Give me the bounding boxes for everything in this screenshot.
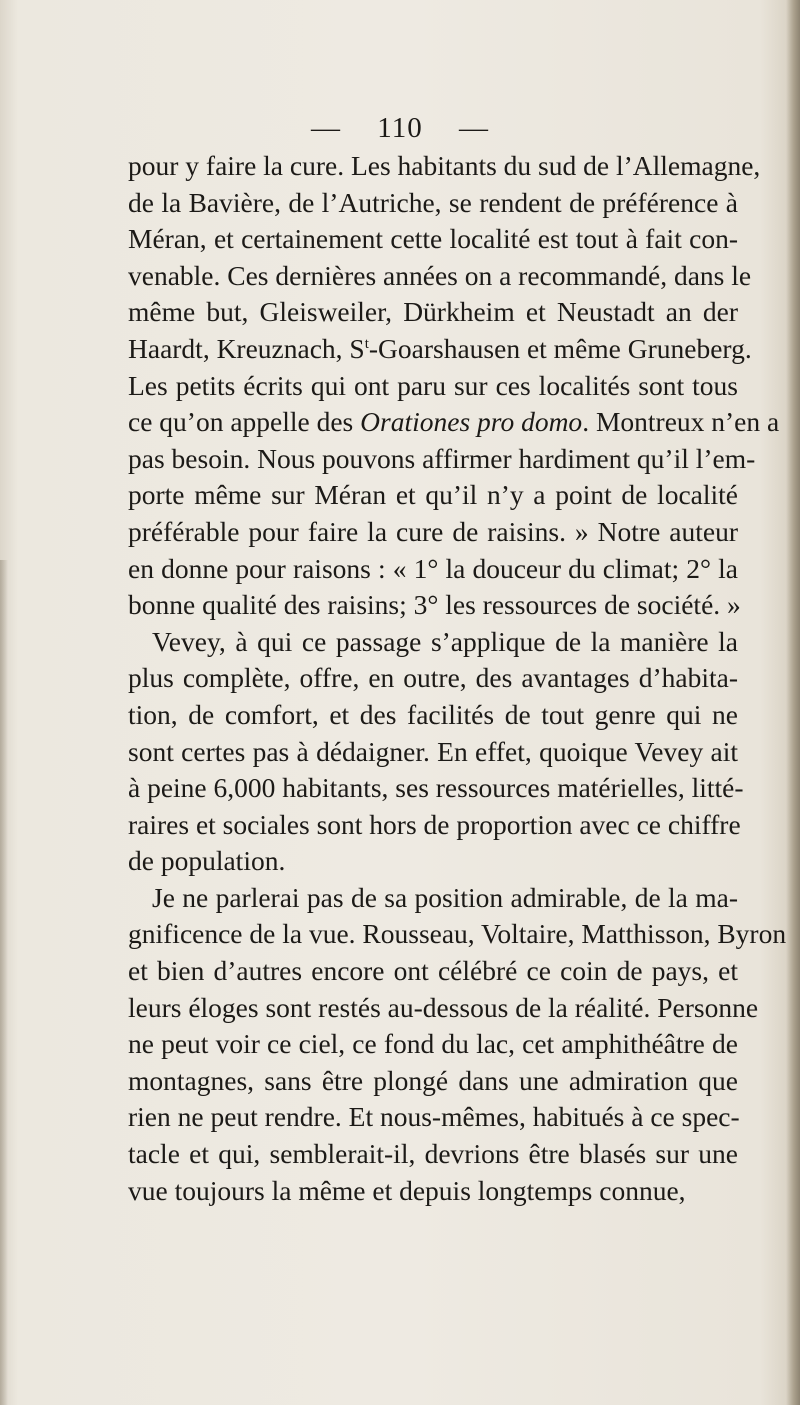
line-text: ce qu’on appelle des [128, 406, 361, 438]
text-line: en donne pour raisons : « 1° la douceur du climat; 2° la [128, 552, 738, 584]
text-line: plus complète, offre, en outre, des avantages d’habita- [128, 662, 738, 694]
italic-title: Orationes pro domo [360, 406, 583, 438]
text-line: raires et sociales sont hors de proportion avec ce chiffre [128, 808, 741, 840]
superscript-abbreviation: t [364, 335, 369, 352]
header-dash-left: — [311, 112, 342, 144]
text-line: leurs éloges sont restés au-dessous de la réalité. Personne [128, 991, 759, 1023]
text-line: sont certes pas à dédaigner. En effet, quoique Vevey ait [128, 735, 738, 767]
text-line: de la Bavière, de l’Autriche, se rendent de préférence à [128, 186, 738, 218]
text-line: de population. [128, 845, 286, 877]
text-line: tacle et qui, semblerait-il, devrions être blasés sur une [128, 1138, 738, 1170]
text-line: rien ne peut rendre. Et nous-mêmes, habitués à ce spec- [128, 1101, 740, 1133]
text-line: pas besoin. Nous pouvons affirmer hardiment qu’il l’em- [128, 442, 756, 474]
text-line: pour y faire la cure. Les habitants du sud de l’Allemagne, [128, 150, 761, 181]
text-line: gnificence de la vue. Rousseau, Voltaire, Matthisson, Byron [128, 918, 787, 950]
page-gutter-shadow [0, 560, 8, 1405]
text-line: Je ne parlerai pas de sa position admirable, de la ma- [152, 881, 738, 913]
text-line: bonne qualité des raisins; 3° les ressources de société. » [128, 589, 741, 621]
text-line: Vevey, à qui ce passage s’applique de la manière la [152, 625, 738, 657]
text-line: Méran, et certainement cette localité est tout à fait con- [128, 223, 738, 255]
text-line: tion, de comfort, et des facilités de tout genre qui ne [128, 698, 738, 730]
page-number: 110 [377, 112, 423, 144]
text-line: Les petits écrits qui ont paru sur ces localités sont tous [128, 369, 738, 401]
line-text: . Montreux n’en a [582, 406, 780, 438]
text-line: ne peut voir ce ciel, ce fond du lac, cet amphithéâtre de [128, 1028, 738, 1060]
line-text: -Goarshausen et même Gruneberg. [368, 332, 752, 364]
text-line [128, 404, 780, 441]
text-line: porte même sur Méran et qu’il n’y a point de localité [128, 479, 738, 511]
line-text: Haardt, Kreuznach, S [128, 332, 365, 364]
text-line: à peine 6,000 habitants, ses ressources matérielles, litté- [128, 772, 744, 804]
page-header [0, 112, 800, 145]
header-dash-right: — [458, 112, 489, 144]
text-line: vue toujours la même et depuis longtemps connue, [128, 1174, 686, 1206]
page-edge-shadow [786, 0, 800, 1405]
text-line: même but, Gleisweiler, Dürkheim et Neustadt an der [128, 296, 738, 328]
text-line: montagnes, sans être plongé dans une admiration que [128, 1064, 738, 1096]
text-line: venable. Ces dernières années on a recommandé, dans le [128, 259, 752, 291]
text-line: et bien d’autres encore ont célébré ce coin de pays, et [128, 955, 738, 987]
body-text [128, 148, 787, 1209]
text-line [128, 331, 752, 368]
text-line: préférable pour faire la cure de raisins. » Notre auteur [128, 515, 738, 547]
